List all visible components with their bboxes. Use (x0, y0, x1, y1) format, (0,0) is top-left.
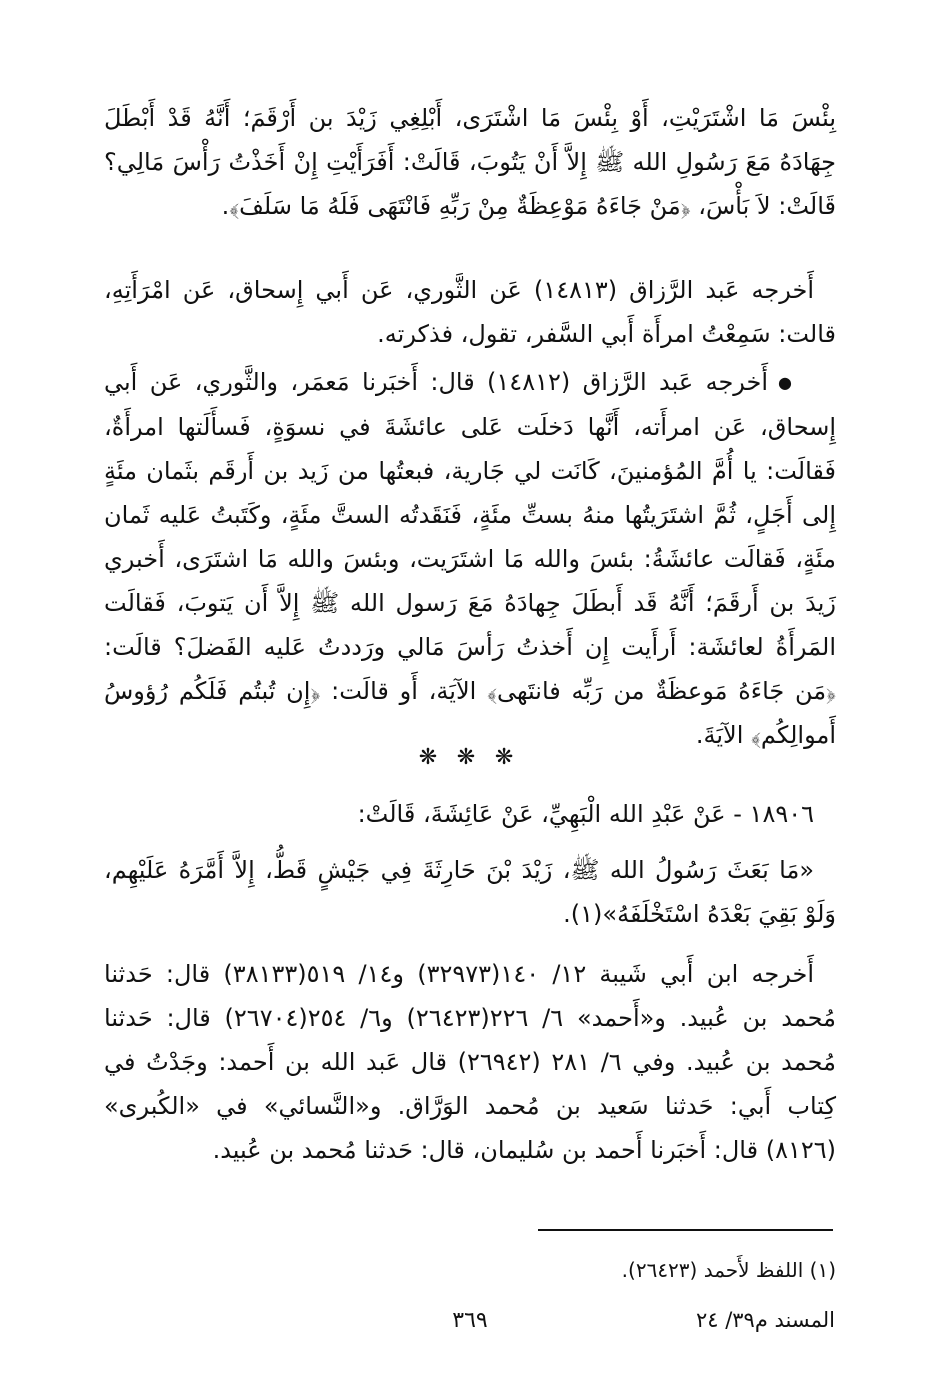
footnote: (١) اللفظ لأَحمد (٢٦٤٢٣). (621, 1258, 836, 1282)
section-separator: ❋ ❋ ❋ (418, 745, 520, 770)
paragraph-text: أَخرجه عَبد الرَّزاق (١٤٨١٣) عَن الثَّوري، عَن أَبي إِسحاق، عَن امْرَأَتِهِ، قالت: سَمِعْتُ امرأَة أَبي السَّفر، تقول، فذكرته. (104, 276, 836, 348)
footnote-divider (538, 1229, 833, 1231)
bullet-icon: ● (778, 373, 792, 392)
page-number: ٣٦٩ (452, 1308, 488, 1333)
hadith-heading (104, 792, 836, 836)
paragraph-takhrij-2 (104, 360, 836, 757)
hadith-text (104, 848, 836, 936)
paragraph-continued-hadith (104, 96, 836, 228)
volume-signature: المسند م٣٩/ ٢٤ (695, 1308, 835, 1332)
paragraph-body: أَخرجه عَبد الرَّزاق (١٤٨١٢) قال: أَخبَرنا مَعمَر، والثَّوري، عَن أَبي إِسحاق، عَن امرأَته، أَنَّها دَخلَت عَلى عائشَةَ في نسوَةٍ، فَسأَلَتها امرأَةٌ، فَقالَت: يا أُمَّ المُؤمنينَ، كَانَت لي جَارية، فبعتُها من زَيد بن أَرقَم بثَمان مئَةٍ إِلى أَجَلٍ، ثُمَّ اشتَرَيتُها منهُ بستِّ مئَةٍ، فَنَقَدتُه الستَّ مئَةٍ، وكَتَبتُ عَليه ثَمان مئَةٍ، فَقالَت عائشَةُ: بئسَ والله مَا اشتَرَيت، وبئسَ والله مَا اشتَرَى، أَخبري زَيدَ بن أَرقَمَ؛ أَنَّهُ قَد أَبطَلَ جِهادَهُ مَعَ رَسول الله ﷺ إِلاَّ أَن يَتوبَ، فَقالَت المَرأَةُ لعائشَة: أَرأَيت إِن أَخذتُ رَأسَ مَالي ورَددتُ عَليه الفَضلَ؟ قالَت: ﴿مَن جَاءَهُ مَوعظَةٌ من رَبِّه فانتَهى﴾ الآيَة، أَو قالَت: ﴿إِن تُبتُم فَلَكُم رُؤوسُ أَموالِكُم﴾ الآيَةَ. (104, 368, 836, 749)
paragraph-text: «مَا بَعَثَ رَسُولُ الله ﷺ، زَيْدَ بْنَ حَارِثَةَ فِي جَيْشٍ قَطُّ، إِلاَّ أَمَّرَهُ عَلَيْهِم، وَلَوْ بَقِيَ بَعْدَهُ اسْتَخْلَفَهُ»(١). (104, 856, 836, 928)
paragraph-takhrij-3 (104, 952, 836, 1172)
paragraph-text: بِئْسَ مَا اشْتَرَيْتِ، أَوْ بِئْسَ مَا اشْتَرَى، أَبْلِغِي زَيْدَ بن أَرْقَمَ؛ أَنَّهُ قَدْ أَبْطَلَ جِهَادَهُ مَعَ رَسُولِ الله ﷺ إِلاَّ أَنْ يَتُوبَ، قَالَتْ: أَفَرَأَيْتِ إِنْ أَخَذْتُ رَأْسَ مَالِي؟ قَالَتْ: لاَ بَأْسَ، ﴿مَنْ جَاءَهُ مَوْعِظَةٌ مِنْ رَبِّهِ فَانْتَهَى فَلَهُ مَا سَلَفَ﴾. (104, 104, 836, 220)
paragraph-text: أَخرجه ابن أَبي شَيبة ١٢/ ١٤٠(٣٢٩٧٣) و١٤/ ٥١٩(٣٨١٣٣) قال: حَدثنا مُحمد بن عُبيد. و«أَحمد» ٦/ ٢٢٦(٢٦٤٢٣) و٦/ ٢٥٤(٢٦٧٠٤) قال: حَدثنا مُحمد بن عُبيد. وفي ٦/ ٢٨١ (٢٦٩٤٢) قال عَبد الله بن أَحمد: وجَدْتُ في كِتاب أَبي: حَدثنا سَعيد بن مُحمد الوَرَّاق. و«النَّسائي» في «الكُبرى» (٨١٢٦) قال: أَخبَرنا أَحمد بن سُليمان، قال: حَدثنا مُحمد بن عُبيد. (104, 960, 837, 1164)
paragraph-takhrij-1 (104, 268, 836, 356)
hadith-number-line: ١٨٩٠٦ - عَنْ عَبْدِ الله الْبَهِيِّ، عَنْ عَائِشَةَ، قَالَتْ: (357, 800, 814, 828)
paragraph-text (104, 360, 836, 757)
